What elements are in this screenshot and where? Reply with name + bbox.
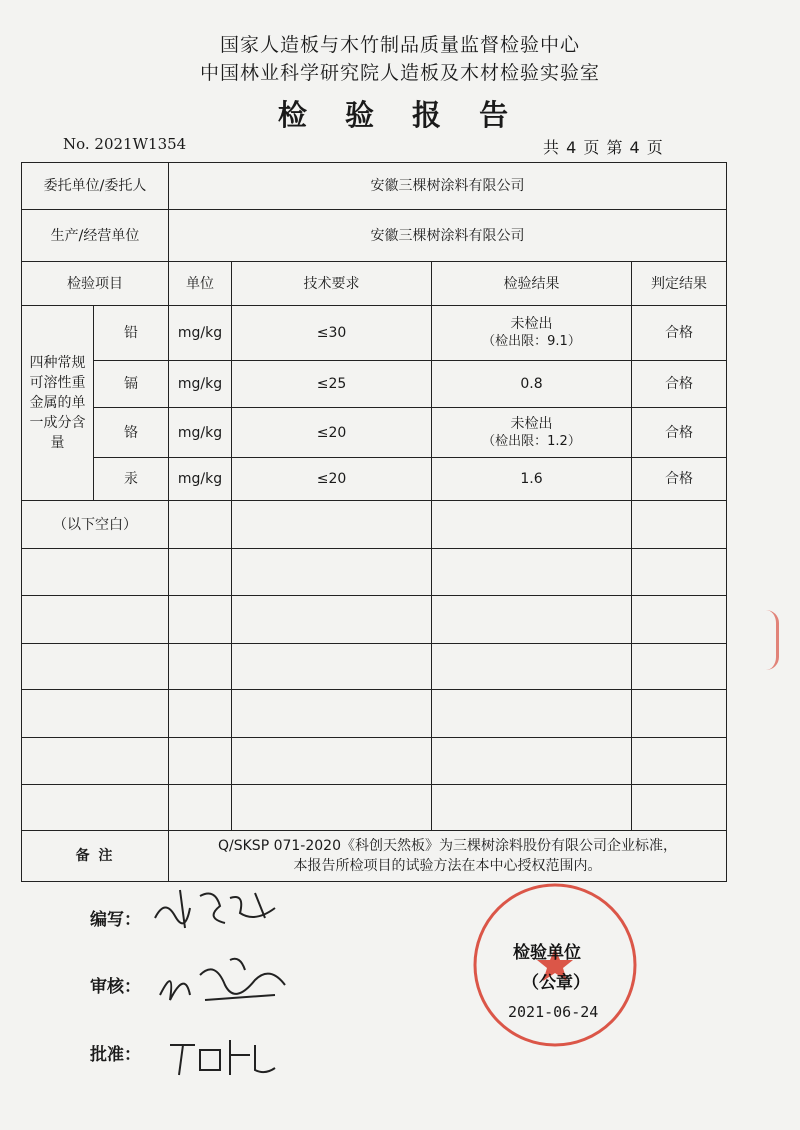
group-label: 四种常规可溶性重金属的单一成分含量 (22, 306, 94, 501)
remarks-text: Q/SKSP 071-2020《科创天然板》为三棵树涂料股份有限公司企业标准， 本报告所检项目的试验方法在本中心授权范围内。 (169, 831, 727, 882)
row-name: 汞 (94, 458, 169, 501)
editor-signature (145, 878, 305, 938)
producer-label: 生产/经营单位 (22, 210, 169, 262)
table-row (22, 458, 727, 501)
col-req: 技术要求 (232, 262, 432, 306)
row-req: ≤25 (232, 361, 432, 408)
report-title: 检 验 报 告 (277, 98, 523, 132)
approver-signature (165, 1030, 295, 1080)
col-item: 检验项目 (22, 262, 169, 306)
official-seal (470, 880, 640, 1050)
stamp-date: 2021-06-24 (508, 1003, 599, 1021)
margin-mark (766, 610, 779, 670)
row-unit: mg/kg (169, 306, 232, 361)
empty-row (22, 738, 727, 785)
empty-row (22, 644, 727, 690)
row-name: 铬 (94, 408, 169, 458)
row-verdict: 合格 (632, 361, 727, 408)
table-row (22, 306, 727, 361)
col-verdict: 判定结果 (632, 262, 727, 306)
row-unit: mg/kg (169, 408, 232, 458)
producer-value: 安徽三棵树涂料有限公司 (169, 210, 727, 262)
client-label: 委托单位/委托人 (22, 163, 169, 210)
row-req: ≤20 (232, 458, 432, 501)
empty-row (22, 690, 727, 738)
row-unit: mg/kg (169, 361, 232, 408)
report-number: No. 2021W1354 (63, 135, 187, 153)
header-line-2: 中国林业科学研究院人造板及木材检验实验室 (199, 62, 600, 84)
col-unit: 单位 (169, 262, 232, 306)
row-verdict: 合格 (632, 458, 727, 501)
reviewer-signature (145, 945, 305, 1015)
empty-row (22, 549, 727, 596)
blank-note: （以下空白） (22, 501, 169, 549)
empty-row (22, 596, 727, 644)
row-verdict: 合格 (632, 306, 727, 361)
editor-label: 编写： (90, 910, 141, 930)
stamp-unit: 检验单位 (513, 943, 581, 963)
header-line-1: 国家人造板与木竹制品质量监督检验中心 (219, 34, 580, 56)
client-value: 安徽三棵树涂料有限公司 (169, 163, 727, 210)
remarks-label: 备 注 (22, 831, 169, 882)
empty-row (22, 785, 727, 831)
row-result: 未检出 （检出限：1.2） (432, 408, 632, 458)
row-result: 1.6 (432, 458, 632, 501)
page-info: 共 4 页 第 4 页 (543, 138, 664, 157)
row-name: 铅 (94, 306, 169, 361)
report-table (21, 162, 727, 882)
row-req: ≤20 (232, 408, 432, 458)
table-row (22, 408, 727, 458)
row-req: ≤30 (232, 306, 432, 361)
row-verdict: 合格 (632, 408, 727, 458)
blank-row (22, 501, 727, 549)
row-unit: mg/kg (169, 458, 232, 501)
approver-label: 批准： (90, 1045, 141, 1065)
row-result: 0.8 (432, 361, 632, 408)
reviewer-label: 审核： (90, 977, 141, 997)
row-result: 未检出 （检出限：9.1） (432, 306, 632, 361)
table-row (22, 361, 727, 408)
col-result: 检验结果 (432, 262, 632, 306)
stamp-seal: （公章） (522, 973, 590, 993)
row-name: 镉 (94, 361, 169, 408)
